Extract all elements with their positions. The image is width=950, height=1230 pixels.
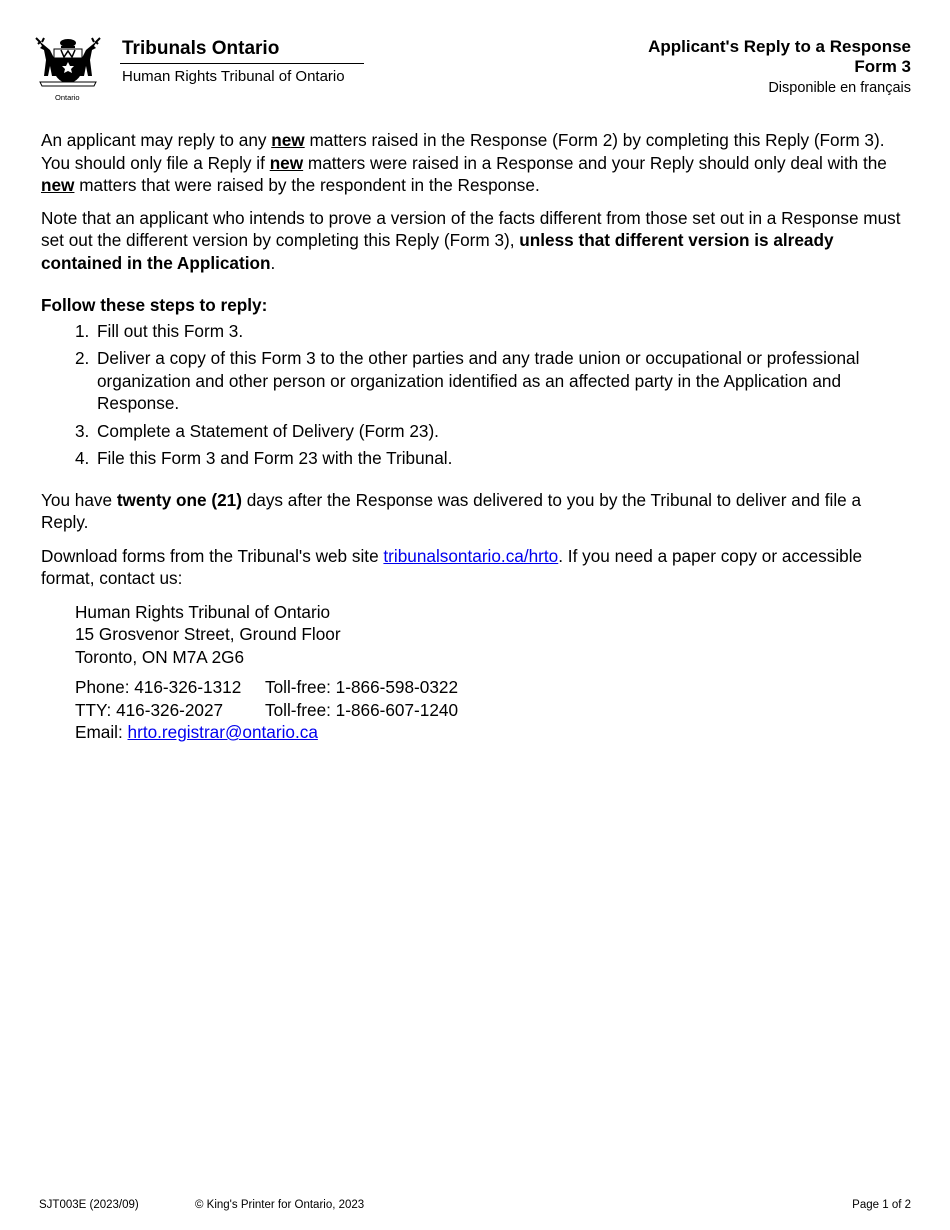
emphasis-new: new: [41, 175, 75, 195]
org-subtitle: Human Rights Tribunal of Ontario: [122, 68, 345, 85]
form-header: [648, 37, 911, 99]
emphasis-bold: twenty one (21): [116, 489, 242, 510]
step-number: 2.: [75, 348, 90, 368]
step-item: [41, 347, 911, 415]
step-item: [41, 320, 911, 343]
form-code: SJT003E (2023/09): [39, 1199, 139, 1211]
step-text: Complete a Statement of Delivery (Form 23).: [97, 420, 439, 441]
org-divider: [120, 63, 364, 64]
email-row: [75, 721, 911, 744]
step-text: File this Form 3 and Form 23 with the Tribunal.: [97, 448, 453, 468]
intro-paragraph-2: [41, 207, 911, 275]
deadline-paragraph: [41, 489, 911, 534]
steps-heading: Follow these steps to reply:: [41, 295, 268, 315]
text-run: An applicant may reply to any: [41, 130, 272, 150]
french-availability: Disponible en français: [768, 80, 911, 96]
text-run: matters that were raised by the respondent in the Response.: [74, 175, 540, 195]
step-text: Deliver a copy of this Form 3 to the other parties and any trade union or occupational or professional organization and other person or organization identified as an affected party in the Application and Response.: [97, 348, 860, 413]
page-number: Page 1 of 2: [852, 1199, 911, 1211]
intro-paragraph-1: [41, 129, 911, 197]
spacer: [75, 668, 911, 676]
org-name: Tribunals Ontario: [122, 38, 280, 59]
logo-label: Ontario: [55, 93, 80, 102]
text-run: . If you need a paper copy or accessible format, contact us:: [41, 545, 863, 588]
address-line-1: Human Rights Tribunal of Ontario: [75, 601, 331, 622]
phone-row: [75, 676, 911, 699]
text-run: matters raised in the Response (Form 2) by completing this Reply (Form 3). You should only file a Reply if: [41, 130, 885, 173]
step-text: Fill out this Form 3.: [97, 320, 244, 341]
tty-row: [75, 699, 911, 722]
phone-number: Phone: 416-326-1312: [75, 677, 242, 697]
download-paragraph: [41, 545, 911, 590]
email-label: Email:: [75, 722, 128, 742]
form-title: Applicant's Reply to a Response: [648, 37, 911, 56]
emphasis-new: new: [271, 130, 305, 150]
header-logo: [34, 36, 364, 104]
text-run: Note that an applicant who intends to prove a version of the facts different from those set out in a Response must set out the different version by completing this Reply (Form 3),: [41, 207, 901, 250]
text-run: Download forms from the Tribunal's web site: [41, 545, 384, 566]
step-number: 1.: [75, 320, 90, 341]
steps-list: [41, 320, 911, 470]
text-run: .: [270, 252, 276, 273]
step-item: [41, 420, 911, 443]
step-item: [41, 447, 911, 470]
contact-block: [75, 601, 911, 744]
emphasis-new: new: [269, 152, 304, 173]
step-number: 3.: [75, 420, 90, 441]
copyright: © King's Printer for Ontario, 2023: [195, 1199, 365, 1211]
tty-number: TTY: 416-326-2027: [75, 699, 224, 720]
tty-tollfree: Toll-free: 1-866-607-1240: [265, 699, 458, 720]
text-run: matters were raised in a Response and your Reply should only deal with the: [303, 152, 887, 173]
address-line-3: Toronto, ON M7A 2G6: [75, 646, 245, 667]
form-number: Form 3: [854, 57, 911, 76]
text-run: You have: [41, 489, 117, 510]
emphasis-bold: unless that different version is already contained in the Application: [41, 230, 834, 273]
email-link[interactable]: hrto.registrar@ontario.ca: [127, 722, 318, 742]
website-link[interactable]: tribunalsontario.ca/hrto: [383, 545, 559, 566]
ontario-coat-of-arms-icon: [34, 36, 102, 94]
text-run: days after the Response was delivered to you by the Tribunal to deliver and file a Reply.: [41, 489, 862, 532]
instructions-body: [41, 129, 911, 744]
phone-tollfree: Toll-free: 1-866-598-0322: [265, 677, 458, 697]
address-line-2: 15 Grosvenor Street, Ground Floor: [75, 624, 341, 644]
step-number: 4.: [75, 448, 90, 468]
